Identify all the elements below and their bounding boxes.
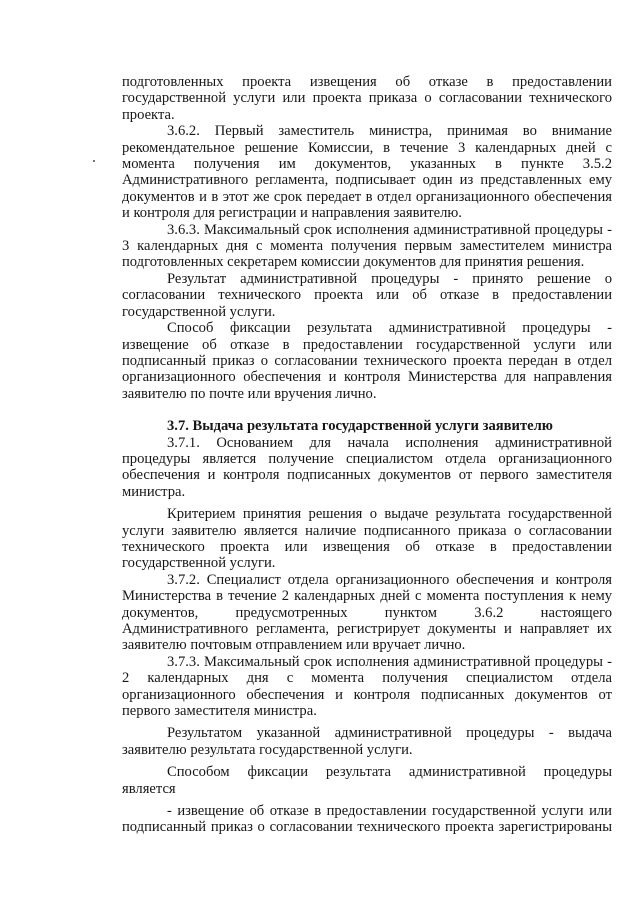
paragraph-result-3-6 bbox=[122, 271, 612, 320]
text-line: является bbox=[122, 780, 176, 797]
text-line: документов и в этот же срок передает в отдел организационного обеспечения bbox=[122, 188, 612, 205]
text-line: государственной услуги. bbox=[122, 303, 276, 320]
text-line: 3.7.3. Максимальный срок исполнения административной процедуры - bbox=[167, 653, 612, 670]
text-line: 3.6.2. Первый заместитель министра, принимая во внимание bbox=[167, 123, 612, 140]
text-line: извещение об отказе в предоставлении государственной услуги или bbox=[122, 336, 612, 353]
text-line: Административного регламента, регистрирует документы и направляет их bbox=[122, 621, 612, 637]
paragraph-3-7-1 bbox=[122, 435, 612, 501]
text-line: подготовленных проекта извещения об отказе в предоставлении bbox=[122, 74, 612, 90]
text-line: документов, предусмотренных пунктом 3.6.2 настоящего bbox=[122, 604, 612, 621]
paragraph-result-3-7 bbox=[122, 725, 612, 758]
text-line: первого заместителя министра. bbox=[122, 703, 317, 720]
spacer bbox=[122, 402, 612, 418]
section-heading-3-7: 3.7. Выдача результата государственной услуги заявителю bbox=[167, 418, 553, 435]
text-line: - извещение об отказе в предоставлении государственной услуги или bbox=[167, 803, 612, 820]
text-line: подписанный приказ о согласовании технического проекта зарегистрированы bbox=[122, 819, 612, 836]
paragraph-criterion-3-7 bbox=[122, 506, 612, 572]
paragraph-notice-drafts bbox=[122, 74, 612, 123]
paragraph-fixation-3-7 bbox=[122, 764, 612, 797]
text-line: Административного регламента, подписывает один из представленных ему bbox=[122, 172, 612, 189]
text-line: технического проекта или извещения об отказе в предоставлении bbox=[122, 538, 612, 555]
paragraph-3-6-3 bbox=[122, 222, 612, 271]
text-line: процедуры является получение специалистом отдела организационного bbox=[122, 450, 612, 467]
text-line: услуги заявителю является наличие подписанного приказа о согласовании bbox=[122, 522, 612, 539]
text-line: 3.7.2. Специалист отдела организационного обеспечения и контроля bbox=[167, 571, 612, 588]
text-line: заявителю почтовым отправлением или вручает лично. bbox=[122, 637, 466, 654]
paragraph-3-7-3 bbox=[122, 654, 612, 720]
text-line: рекомендательное решение Комиссии, в течение 3 календарных дней с bbox=[122, 139, 612, 156]
text-line: 2 календарных дня с момента получения специалистом отдела bbox=[122, 670, 612, 687]
paragraph-3-7-2 bbox=[122, 572, 612, 654]
paragraph-3-6-2 bbox=[122, 123, 612, 221]
paragraph-fixation-items bbox=[122, 803, 612, 836]
text-line: Способом фиксации результата административной процедуры bbox=[167, 764, 612, 781]
text-line: организационного обеспечения и контроля подписанных документов от bbox=[122, 686, 612, 703]
text-line: государственной услуги или проекта приказа о согласовании технического bbox=[122, 90, 612, 107]
text-line: Результатом указанной административной процедуры - выдача bbox=[167, 725, 612, 742]
text-line: момента получения им документов, указанных в пункте 3.5.2 bbox=[122, 156, 612, 173]
text-line: Критерием принятия решения о выдаче результата государственной bbox=[167, 506, 612, 523]
text-line: 3.7.1. Основанием для начала исполнения административной bbox=[167, 434, 612, 451]
text-line: обеспечения и контроля подписанных документов от первого заместителя bbox=[122, 467, 612, 484]
text-line: согласовании технического проекта или об отказе в предоставлении bbox=[122, 287, 612, 304]
text-line: заявителю результата государственной услуги. bbox=[122, 741, 413, 758]
text-line: заявителю по почте или вручения лично. bbox=[122, 385, 377, 402]
document-body bbox=[122, 74, 612, 836]
text-line: Способ фиксации результата административной процедуры - bbox=[167, 320, 612, 337]
paragraph-fixation-3-6 bbox=[122, 320, 612, 402]
text-line: проекта. bbox=[122, 106, 175, 123]
text-line: Результат административной процедуры - принято решение о bbox=[167, 270, 612, 287]
text-line: и контроля для регистрации и направления заявителю. bbox=[122, 205, 462, 222]
text-line: подготовленных секретарем комиссии документов для принятия решения. bbox=[122, 254, 585, 271]
text-line: организационного обеспечения и контроля Министерства для направления bbox=[122, 369, 612, 386]
text-line: Министерства в течение 2 календарных дней с момента поступления к нему bbox=[122, 588, 612, 605]
text-line: государственной услуги. bbox=[122, 555, 276, 572]
text-line: подписанный приказ о согласовании технического проекта передан в отдел bbox=[122, 352, 612, 369]
text-line: 3.6.3. Максимальный срок исполнения административной процедуры - bbox=[167, 221, 612, 238]
text-line: 3 календарных дня с момента получения первым заместителем министра bbox=[122, 238, 612, 255]
scan-artifact bbox=[93, 160, 95, 162]
text-line: министра. bbox=[122, 483, 186, 500]
